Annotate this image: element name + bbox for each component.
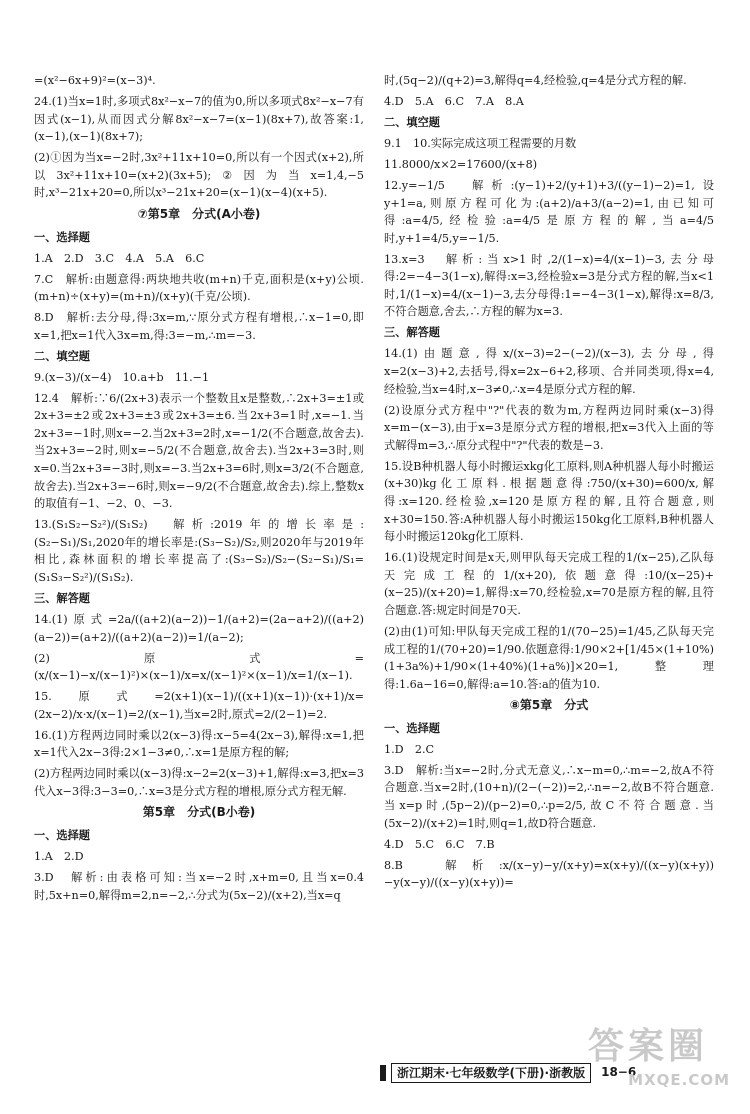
answer-text: 9.1 10.实际完成这项工程需要的月数 (384, 136, 577, 150)
answer-text: 1.A 2.D 3.C 4.A 5.A 6.C (34, 251, 205, 265)
answer-text: 14.(1)由题意,得x/(x−3)=2−(−2)/(x−3),去分母,得x=2(x−3)+2,去括号,得x=2x−6+2,移项、合并同类项,得x=4,经检验,当x=4时,x−3≠0,∴x=4是原分式方程的解. (384, 347, 714, 396)
answer-text: 13.x=3 解析:当x>1时,2/(1−x)=4/(x−1)−3,去分母得:2=−4−3(1−x),解得:x=3,经检验x=3是分式方程的解,当x<1时,1/(1−x)=4/(x−1)−3,去分母得:1=−4−3(1−x),解得:x=8/3,不符合题意,舍去,∴方程的解为x=3. (384, 252, 714, 319)
answer-text: 13.(S₁S₂−S₂²)/(S₁S₂) 解析:2019年的增长率是:(S₂−S₁)/S₁,2020年的增长率是:(S₃−S₂)/S₂,则2020年与2019年相比,森林面积的增长率提高了:(S₃−S₂)/S₂−(S₂−S₁)/S₁=(S₁S₃−S₂²)/(S₁S₂). (34, 518, 364, 584)
left-column (34, 72, 364, 908)
answer-text: 8.B 解析:x/(x−y)−y/(x+y)=x(x+y)/((x−y)(x+y))−y(x−y)/((x−y)(x+y))= (384, 858, 714, 890)
answer-text: 16.(1)设规定时间是x天,则甲队每天完成工程的1/(x−25),乙队每天完成工程的1/(x+20),依题意得:10/(x−25)+(x−25)/(x+20)=1,解得:x=70,经检验,x=70是原方程的解,且符合题意.答:规定时间是70天. (384, 551, 714, 617)
answer-text: (2)原式=(x/(x−1)−x/(x−1)²)×(x−1)/x=x/(x−1)²×(x−1)/x=1/(x−1). (34, 651, 364, 683)
section-heading: 三、解答题 (34, 591, 90, 605)
answer-text: 3.D 解析:当x=−2时,分式无意义,∴x−m=0,∴m=−2,故A不符合题意.当x=2时,(10+n)/(2−(−2))=2,∴n=−2,故B不符合题意.当x=p时,(5p−2)/(p−2)=0,∴p=2/5,故C不符合题意.当(5x−2)/(x+2)=1时,则q=1,故D符合题意. (384, 763, 714, 830)
answer-text: 4.D 5.C 6.C 7.B (384, 837, 495, 851)
answer-text: 7.C 解析:由题意得:两块地共收(m+n)千克,面积是(x+y)公顷.(m+n)÷(x+y)=(m+n)/(x+y)(千克/公顷). (34, 272, 364, 304)
answer-text: 12.4 解析:∵6/(2x+3)表示一个整数且x是整数,∴2x+3=±1或2x+3=±2或2x+3=±3或2x+3=±6.当2x+3=1时,x=−1.当2x+3=−1时,则x=−2.当2x+3=2时,x=−1/2(不合题意,故舍去).当2x+3=−2时,则x=−5/2(不合题意,故舍去).当2x+3=3时,则x=0.当2x+3=−3时,则x=−3.当2x+3=6时,则x=3/2(不合题意,故舍去).当2x+3=−6时,则x=−9/2(不合题意,故舍去).综上,整数x的取值有−1、−2、0、−3. (34, 391, 364, 511)
watermark-url: MXQE.COM (628, 1071, 730, 1089)
answer-text: 11.8000/x×2=17600/(x+8) (384, 157, 538, 171)
answer-text: (2)设原分式方程中"?"代表的数为m,方程两边同时乘(x−3)得x=m−(x−3),由于x=3是原分式方程的增根,把x=3代入上面的等式解得m=3,∴原分式程中"?"代表的数是−3. (384, 403, 714, 452)
footer-book-title: 浙江期末·七年级数学(下册)·浙教版 (391, 1063, 591, 1083)
answer-text: 时,(5q−2)/(q+2)=3,解得q=4,经检验,q=4是分式方程的解. (384, 74, 687, 87)
right-column (384, 72, 714, 895)
chapter-heading: ⑦第5章 分式(A小卷) (137, 206, 261, 221)
answer-text: 15.原式=2(x+1)(x−1)/((x+1)(x−1))·(x+1)/x=(2x−2)/x·x/(x−1)=2/(x−1),当x=2时,原式=2/(2−1)=2. (34, 690, 364, 721)
answer-text: (2)①因为当x=−2时,3x²+11x+10=0,所以有一个因式(x+2),所以3x²+11x+10=(x+2)(3x+5);②因为当x=1,4,−5时,x³−21x+20=0,所以x³−21x+20=(x−1)(x−4)(x+5). (34, 151, 364, 200)
answer-text: (2)方程两边同时乘以(x−3)得:x−2=2(x−3)+1,解得:x=3,把x=3代入x−3得:3−3=0,∴x=3是分式方程的增根,原分式方程无解. (34, 767, 364, 798)
answer-text: 3.D 解析:由表格可知:当x=−2时,x+m=0,且当x=0.4时,5x+n=0,解得m=2,n=−2,∴分式为(5x−2)/(x+2),当x=q (34, 870, 364, 902)
section-heading: 一、选择题 (384, 721, 440, 735)
answer-text: 9.(x−3)/(x−4) 10.a+b 11.−1 (34, 370, 210, 384)
footer-marker (380, 1065, 386, 1081)
answer-text: 8.D 解析:去分母,得:3x=m,∵原分式方程有增根,∴x−1=0,即x=1,把x=1代入3x=m,得:3=−m,∴m=−3. (34, 311, 364, 342)
answer-text: =(x²−6x+9)²=(x−3)⁴. (34, 74, 156, 87)
watermark (588, 1022, 738, 1110)
answer-text: 1.A 2.D (34, 850, 84, 863)
section-heading: 三、解答题 (384, 326, 440, 340)
section-heading: 二、填空题 (34, 349, 90, 363)
answer-text: (2)由(1)可知:甲队每天完成工程的1/(70−25)=1/45,乙队每天完成工程的1/(70+20)=1/90.依题意得:1/90×2+[1/45×(1+10%)(1+3a%)+1/90×(1+40%)(1+a%)]×20=1,整理得:1.6a−16=0,解得:a=10.答:a的值为10. (384, 624, 714, 691)
section-heading: 一、选择题 (34, 230, 90, 244)
answer-text: 16.(1)方程两边同时乘以2(x−3)得:x−5=4(2x−3),解得:x=1,把x=1代入2x−3得:2×1−3≠0,∴x=1是原方程的解; (34, 728, 364, 760)
answer-text: 1.D 2.C (384, 742, 435, 756)
section-heading: 一、选择题 (34, 829, 90, 843)
answer-text: 24.(1)当x=1时,多项式8x²−x−7的值为0,所以多项式8x²−x−7有因式(x−1),从而因式分解8x²−x−7=(x−1)(8x+7),故答案:1,(x−1),(x−1)(8x+7); (34, 94, 364, 144)
section-heading: 二、填空题 (384, 115, 440, 129)
answer-text: 4.D 5.A 6.C 7.A 8.A (384, 94, 524, 108)
answer-text: 14.(1)原式=2a/((a+2)(a−2))−1/(a+2)=(2a−a+2)/((a+2)(a−2))=(a+2)/((a+2)(a−2))=1/(a−2); (34, 612, 364, 644)
watermark-logo-text: 答案圈 (588, 1026, 709, 1067)
chapter-heading: ⑧第5章 分式 (509, 698, 589, 713)
page-number: 18−6 (601, 1065, 637, 1080)
chapter-heading: 第5章 分式(B小卷) (142, 805, 256, 820)
answer-text: 12.y=−1/5 解析:(y−1)+2/(y+1)+3/((y−1)−2)=1,设y+1=a,则原方程可化为:(a+2)/a+3/(a−2)=1,由已知可得:a=4/5,经检验:a=4/5是原方程的解,当a=4/5时,y+1=4/5,y=−1/5. (384, 178, 714, 245)
answer-text: 15.设B种机器人每小时搬运xkg化工原料,则A种机器人每小时搬运(x+30)kg化工原料.根据题意得:750/(x+30)=600/x,解得:x=120.经检验,x=120是原方程的解,且符合题意,则x+30=150.答:A种机器人每小时搬运150kg化工原料,B种机器人每小时搬运120kg化工原料. (384, 459, 714, 544)
